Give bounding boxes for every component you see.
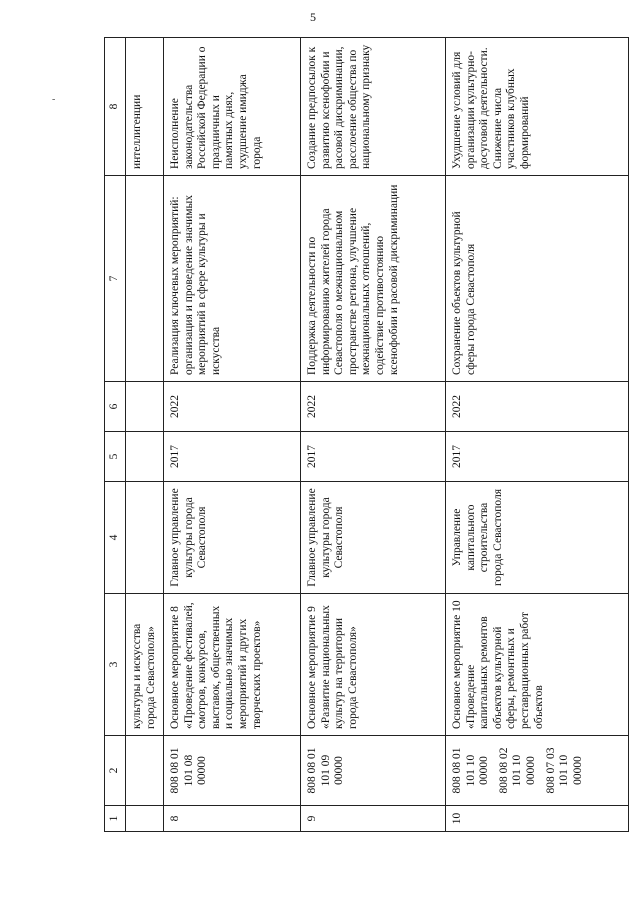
margin-mark: - <box>52 94 56 105</box>
expected-result: Реализация ключевых мероприятий: организация и проведение значимых мероприятий в сфере культуры и искусства <box>164 176 301 382</box>
table-row <box>446 38 629 832</box>
consequence: Неисполнение законодательства Российской Федерации о праздничных и памятных днях, ухудшение имиджа города <box>164 38 301 176</box>
table-row <box>301 38 446 832</box>
budget-code: 808 08 01 101 09 00000 <box>301 736 446 806</box>
header-col-4: 4 <box>105 482 126 594</box>
page-number: 5 <box>310 10 316 24</box>
end-year: 2022 <box>164 382 301 432</box>
executor: Главное управление культуры города Севастополя <box>164 482 301 594</box>
expected-result: Поддержка деятельности по информированию жителей города Севастополя о межнациональном пространстве региона, улучшение межнациональных отношений, содействие противостоянию ксенофобии и расовой дискриминации <box>301 176 446 382</box>
budget-codes <box>446 736 629 806</box>
executor: Главное управление культуры города Севастополя <box>301 482 446 594</box>
header-col-1: 1 <box>105 806 126 832</box>
row-number: 8 <box>164 806 301 832</box>
budget-code: 808 08 01 101 10 00000 <box>451 747 491 794</box>
rotated-table-sheet <box>104 38 629 832</box>
header-col-8: 8 <box>105 38 126 176</box>
header-col-2: 2 <box>105 736 126 806</box>
budget-code: 808 08 02 101 10 00000 <box>497 747 537 794</box>
start-year: 2017 <box>301 432 446 482</box>
executor: Управление капитального строительства города Севастополя <box>446 482 629 594</box>
header-row <box>105 38 126 832</box>
row-number: 9 <box>301 806 446 832</box>
budget-code: 808 07 03 101 10 00000 <box>544 747 584 794</box>
expected-result: Сохранение объектов культурной сферы города Севастополя <box>446 176 629 382</box>
event-name: Основное мероприятие 9 «Развитие национальных культур на территории города Севастополя» <box>301 594 446 736</box>
consequence: Создание предпосылок к развитию ксенофобии и расовой дискриминации, расслоение общества по национальному признаку <box>301 38 446 176</box>
budget-code: 808 08 01 101 08 00000 <box>164 736 301 806</box>
header-col-3: 3 <box>105 594 126 736</box>
event-name: Основное мероприятие 10 «Проведение капитальных ремонтов объектов культурной сферы, ремонтных и реставрационных работ объектов <box>446 594 629 736</box>
continuation-consequence: интеллигенции <box>126 38 164 176</box>
continuation-event: культуры и искусства города Севастополя» <box>126 594 164 736</box>
end-year: 2022 <box>301 382 446 432</box>
table-row <box>164 38 301 832</box>
event-name: Основное мероприятие 8 «Проведение фестивалей, смотров, конкурсов, выставок, общественных и социально значимых мероприятий и других творческих проектов» <box>164 594 301 736</box>
header-col-6: 6 <box>105 382 126 432</box>
header-col-5: 5 <box>105 432 126 482</box>
header-col-7: 7 <box>105 176 126 382</box>
continuation-row <box>126 38 164 832</box>
end-year: 2022 <box>446 382 629 432</box>
consequence: Ухудшение условий для организации культурно-досуговой деятельности. Снижение числа участников клубных формирований <box>446 38 629 176</box>
start-year: 2017 <box>446 432 629 482</box>
start-year: 2017 <box>164 432 301 482</box>
row-number: 10 <box>446 806 629 832</box>
program-events-table <box>104 37 629 832</box>
